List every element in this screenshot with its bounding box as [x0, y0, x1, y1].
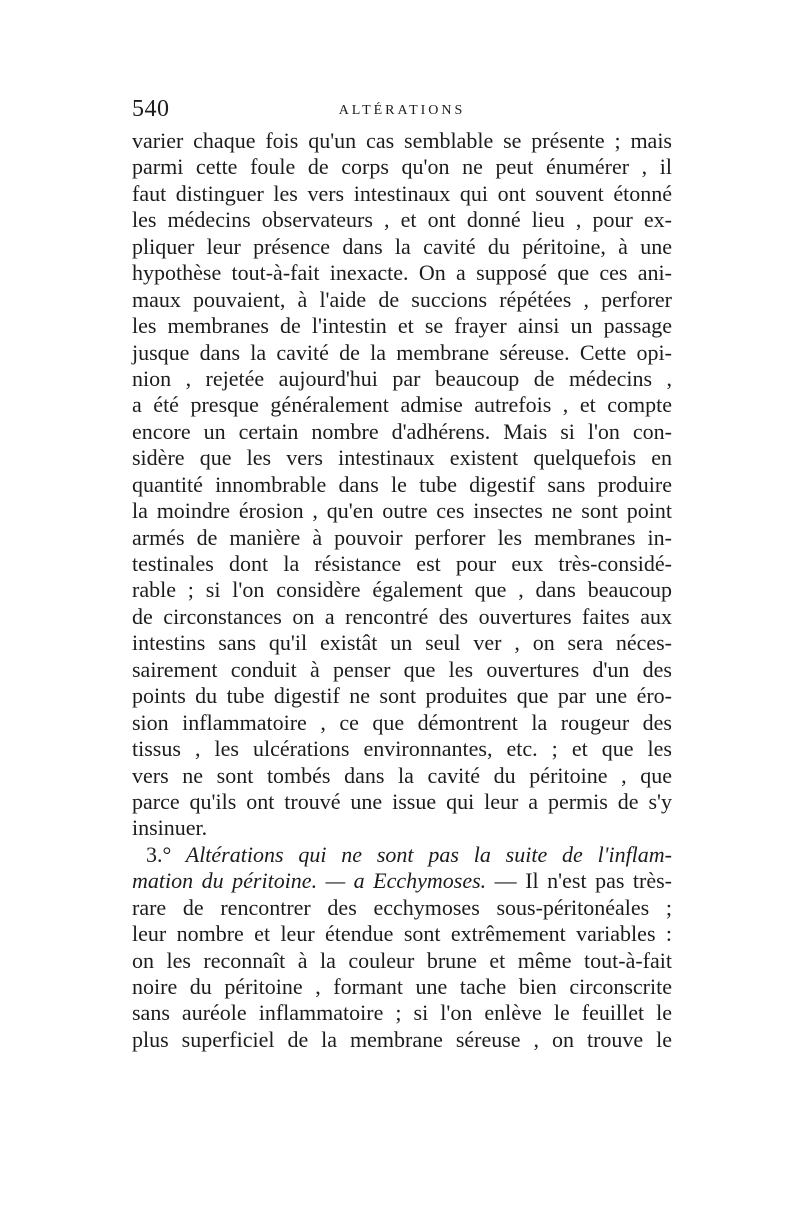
- text-line: de circonstances on a rencontré des ouvertures faites aux: [132, 603, 672, 629]
- text-line: vers ne sont tombés dans la cavité du péritoine , que: [132, 762, 672, 788]
- text-line: on les reconnaît à la couleur brune et même tout-à-fait: [132, 947, 672, 973]
- section-heading-continued: [132, 868, 672, 894]
- text-line: testinales dont la résistance est pour eux très-considé-: [132, 551, 672, 576]
- text-line: encore un certain nombre d'adhérens. Mais si l'on con-: [132, 418, 672, 444]
- text-line: plus superficiel de la membrane séreuse , on trouve le: [132, 1026, 672, 1052]
- section-heading: [132, 842, 672, 868]
- text-line: nion , rejetée aujourd'hui par beaucoup de médecins ,: [132, 365, 672, 391]
- text-line: a été presque généralement admise autrefois , et compte: [132, 392, 672, 418]
- text-line: intestins sans qu'il existât un seul ver , on sera néces-: [132, 630, 672, 656]
- section-number: 3.°: [146, 841, 172, 867]
- text-line: sidère que les vers intestinaux existent quelquefois en: [132, 445, 672, 471]
- page-header: [132, 96, 672, 126]
- section-title-line2: mation du péritoine. — a Ecchymoses.: [132, 868, 487, 894]
- text-line: les membranes de l'intestin et se frayer ainsi un passage: [132, 313, 672, 339]
- body-text: [132, 128, 672, 1053]
- text-line: parmi cette foule de corps qu'on ne peut énumérer , il: [132, 154, 672, 180]
- text-line: tissus , les ulcérations environnantes, etc. ; et que les: [132, 736, 672, 762]
- section-lead-text: — Il n'est pas très-: [486, 868, 672, 894]
- text-line: varier chaque fois qu'un cas semblable se présente ; mais: [132, 128, 672, 153]
- text-line: les médecins observateurs , et ont donné lieu , pour ex-: [132, 207, 672, 233]
- page-number: 540: [132, 96, 170, 122]
- text-line: jusque dans la cavité de la membrane séreuse. Cette opi-: [132, 339, 672, 365]
- text-line: quantité innombrable dans le tube digestif sans produire: [132, 471, 672, 497]
- text-line: parce qu'ils ont trouvé une issue qui leur a permis de s'y: [132, 788, 672, 814]
- text-line: hypothèse tout-à-fait inexacte. On a supposé que ces ani-: [132, 260, 672, 286]
- text-line: points du tube digestif ne sont produites que par une éro-: [132, 683, 672, 709]
- text-line: armés de manière à pouvoir perforer les membranes in-: [132, 524, 672, 550]
- text-line: sans auréole inflammatoire ; si l'on enlève le feuillet le: [132, 1000, 672, 1026]
- text-line: maux pouvaient, à l'aide de succions répétées , perforer: [132, 286, 672, 312]
- text-line: leur nombre et leur étendue sont extrêmement variables :: [132, 921, 672, 947]
- section-title-line1: Altérations qui ne sont pas la suite de l'inflam-: [185, 841, 673, 867]
- text-line: insinuer.: [132, 815, 208, 841]
- text-line: pliquer leur présence dans la cavité du péritoine, à une: [132, 233, 672, 259]
- text-line: faut distinguer les vers intestinaux qui ont souvent étonné: [132, 180, 672, 206]
- running-title: ALTÉRATIONS: [338, 103, 466, 118]
- text-line: noire du péritoine , formant une tache bien circonscrite: [132, 974, 672, 999]
- text-line: la moindre érosion , qu'en outre ces insectes ne sont point: [132, 498, 672, 524]
- text-line: rable ; si l'on considère également que , dans beaucoup: [132, 577, 672, 603]
- text-line: rare de rencontrer des ecchymoses sous-péritonéales ;: [132, 894, 672, 920]
- text-line: sion inflammatoire , ce que démontrent la rougeur des: [132, 709, 672, 735]
- text-line: sairement conduit à penser que les ouvertures d'un des: [132, 656, 672, 682]
